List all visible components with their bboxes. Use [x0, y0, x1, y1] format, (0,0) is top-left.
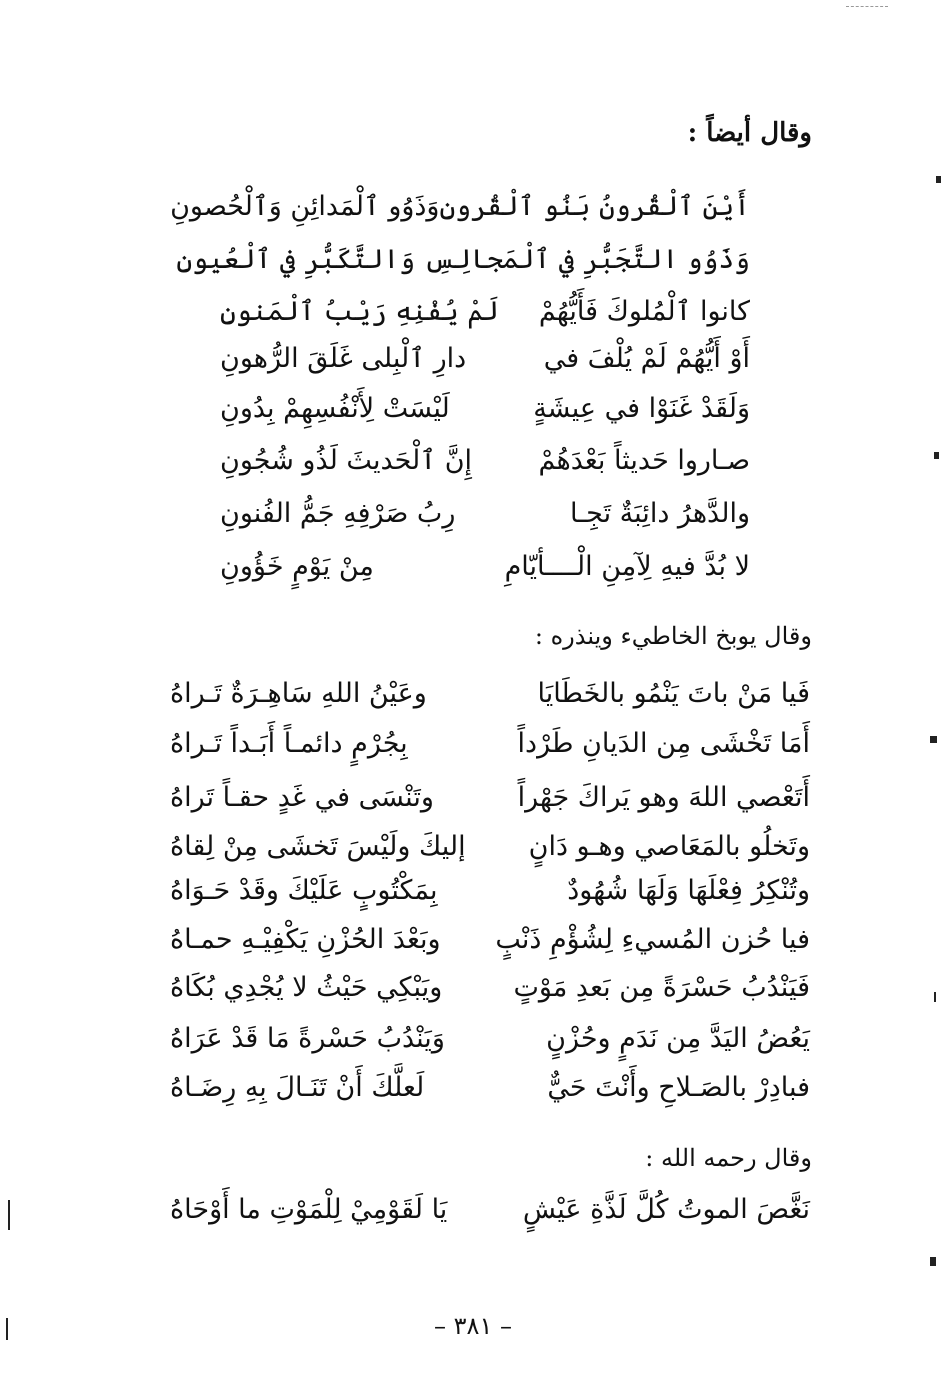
- second-hemistich: وبَعْدَ الحُزْنِ يَكْفِيْـهِ حمـاهُ: [170, 924, 441, 955]
- verse: [220, 395, 750, 422]
- poem2-heading: وقال يوبخ الخاطيء وينذره :: [534, 622, 812, 650]
- second-hemistich: وتَنْسَى في غَدٍ حقـاً تَراهُ: [170, 782, 434, 813]
- first-hemistich: أَيْنَ ٱلْقُرونُ بَنُو ٱلْقُرونِ: [439, 191, 750, 222]
- scan-speck: [934, 992, 936, 1002]
- scan-speck: [934, 452, 939, 459]
- scan-edge-line: [6, 1318, 8, 1340]
- second-hemistich: بِمَكْتُوبٍ عَلَيْكَ وقَدْ حَـوَاهُ: [170, 875, 438, 906]
- scan-speck: [930, 736, 937, 743]
- first-hemistich: صـاروا حَديثاً بَعْدَهُمْ: [538, 445, 750, 476]
- second-hemistich: لِسِ وَالتَّكَبُّرِ في ٱلْعُيونِ: [176, 244, 472, 275]
- second-hemistich: لَعلَّكَ أَنْ تَنَـالَ بِهِ رِضَـاهُ: [170, 1072, 425, 1103]
- second-hemistich: يَا لَقَوْمِيْ لِلْمَوْتِ ما أَوْحَاهُ: [170, 1194, 448, 1225]
- poem1-heading: وقال أيضاً :: [687, 118, 812, 148]
- first-hemistich: فبادِرْ بالصَـلاحِ وأَنْتَ حَيٌّ: [547, 1072, 810, 1103]
- verse: [170, 784, 810, 811]
- second-hemistich: دارِ ٱلْبِلى غَلَقَ الرُّهونِ: [220, 343, 467, 374]
- first-hemistich: فيا حُزن المُسيءِ لِشُؤْمِ ذَنْبٍ: [495, 924, 810, 955]
- second-hemistich: وَذَوُو ٱلْمَدائِنِ وَٱلْحُصونِ: [170, 191, 440, 222]
- verse: [220, 447, 750, 474]
- first-hemistich: نَغَّصَ الموتُ كُلَّ لَذَّةِ عَيْشٍ: [522, 1194, 810, 1225]
- second-hemistich: وعَيْنُ اللهِ سَاهِـرَةٌ تَـراهُ: [170, 678, 427, 709]
- first-hemistich: أَوْ أَيُّهُمْ لَمْ يُلْفَ في: [543, 343, 750, 374]
- verse: [170, 1196, 810, 1223]
- scan-edge-mark: [846, 6, 888, 7]
- verse: [170, 926, 810, 953]
- verse: [220, 500, 750, 527]
- verse: [170, 833, 810, 860]
- verse: [220, 298, 750, 325]
- second-hemistich: رِبُ صَرْفِهِ جَمُّ الفُنونِ: [220, 498, 456, 529]
- first-hemistich: وتُنْكِرُ فِعْلَهَا وَلَهَا شُهُودٌ: [567, 875, 810, 906]
- verse: [170, 1074, 810, 1101]
- verse: [170, 877, 810, 904]
- first-hemistich: وَلَقَدْ غَنَوْا في عِيشَةٍ: [533, 393, 750, 424]
- first-hemistich: أَتَعْصي اللهَ وهو يَراكَ جَهْراً: [517, 782, 810, 813]
- scan-speck: [936, 176, 941, 183]
- second-hemistich: لَمْ يُفْنِهِ رَيْبُ ٱلْمَنونِ: [220, 296, 499, 327]
- second-hemistich: إِنَّ ٱلْحَديثَ لَذُو شُجُونِ: [220, 445, 473, 476]
- first-hemistich: فَيَنْدُبُ حَسْرَةً مِن بَعدِ مَوْتٍ: [513, 972, 810, 1003]
- verse: [176, 244, 750, 275]
- first-hemistich: كانوا ٱلْمُلوكَ فَأَيُّهُمْ: [538, 296, 750, 327]
- page-number: – ٣٨١ –: [434, 1312, 512, 1340]
- first-hemistich: يَعُضُ اليَدَّ مِن نَدَمٍ وحُزْنٍ: [546, 1023, 810, 1054]
- second-hemistich: بِجُرْمٍ دائمـاً أَبَـداً تَـراهُ: [170, 728, 408, 759]
- verse: [170, 191, 750, 222]
- second-hemistich: مِنْ يَوْمٍ خَؤُونِ: [220, 551, 374, 582]
- verse: [170, 1025, 810, 1052]
- first-hemistich: لا بُدَّ فيهِ لِآمِنِ الْــــأيّامِ: [504, 551, 750, 582]
- verse: [220, 345, 750, 372]
- poem3-heading: وقال رحمه الله :: [645, 1144, 812, 1172]
- verse: [220, 553, 750, 580]
- verse: [170, 730, 810, 757]
- second-hemistich: إليكَ ولَيْسَ تَخشَى مِنْ لِقاهُ: [170, 831, 466, 862]
- second-hemistich: وَيَنْدُبُ حَسْرةً مَا قَدْ عَرَاهُ: [170, 1023, 445, 1054]
- second-hemistich: ويَبْكِي حَيْثُ لا يُجْدِي بُكَاهُ: [170, 972, 443, 1003]
- scan-edge-line: [8, 1200, 10, 1230]
- first-hemistich: وتَخلُو بالمَعَاصي وهـو دَانٍ: [528, 831, 810, 862]
- first-hemistich: فَيا مَنْ باتَ يَنْمُو بالخَطَايَا: [537, 678, 810, 709]
- first-hemistich: والدَّهرُ دائِبَةٌ تَجِـا: [570, 498, 750, 529]
- scan-speck: [930, 1257, 936, 1266]
- verse: [170, 974, 810, 1001]
- verse: [170, 680, 810, 707]
- first-hemistich: وَذَوُو التَّجَبُّرِ في ٱلْمَجا: [471, 244, 750, 275]
- first-hemistich: أَمَا تَخْشَى مِن الدَيانِ طَرْداً: [517, 728, 810, 759]
- second-hemistich: لَيْسَتْ لِأَنْفُسِهِمْ بِدُونِ: [220, 393, 450, 424]
